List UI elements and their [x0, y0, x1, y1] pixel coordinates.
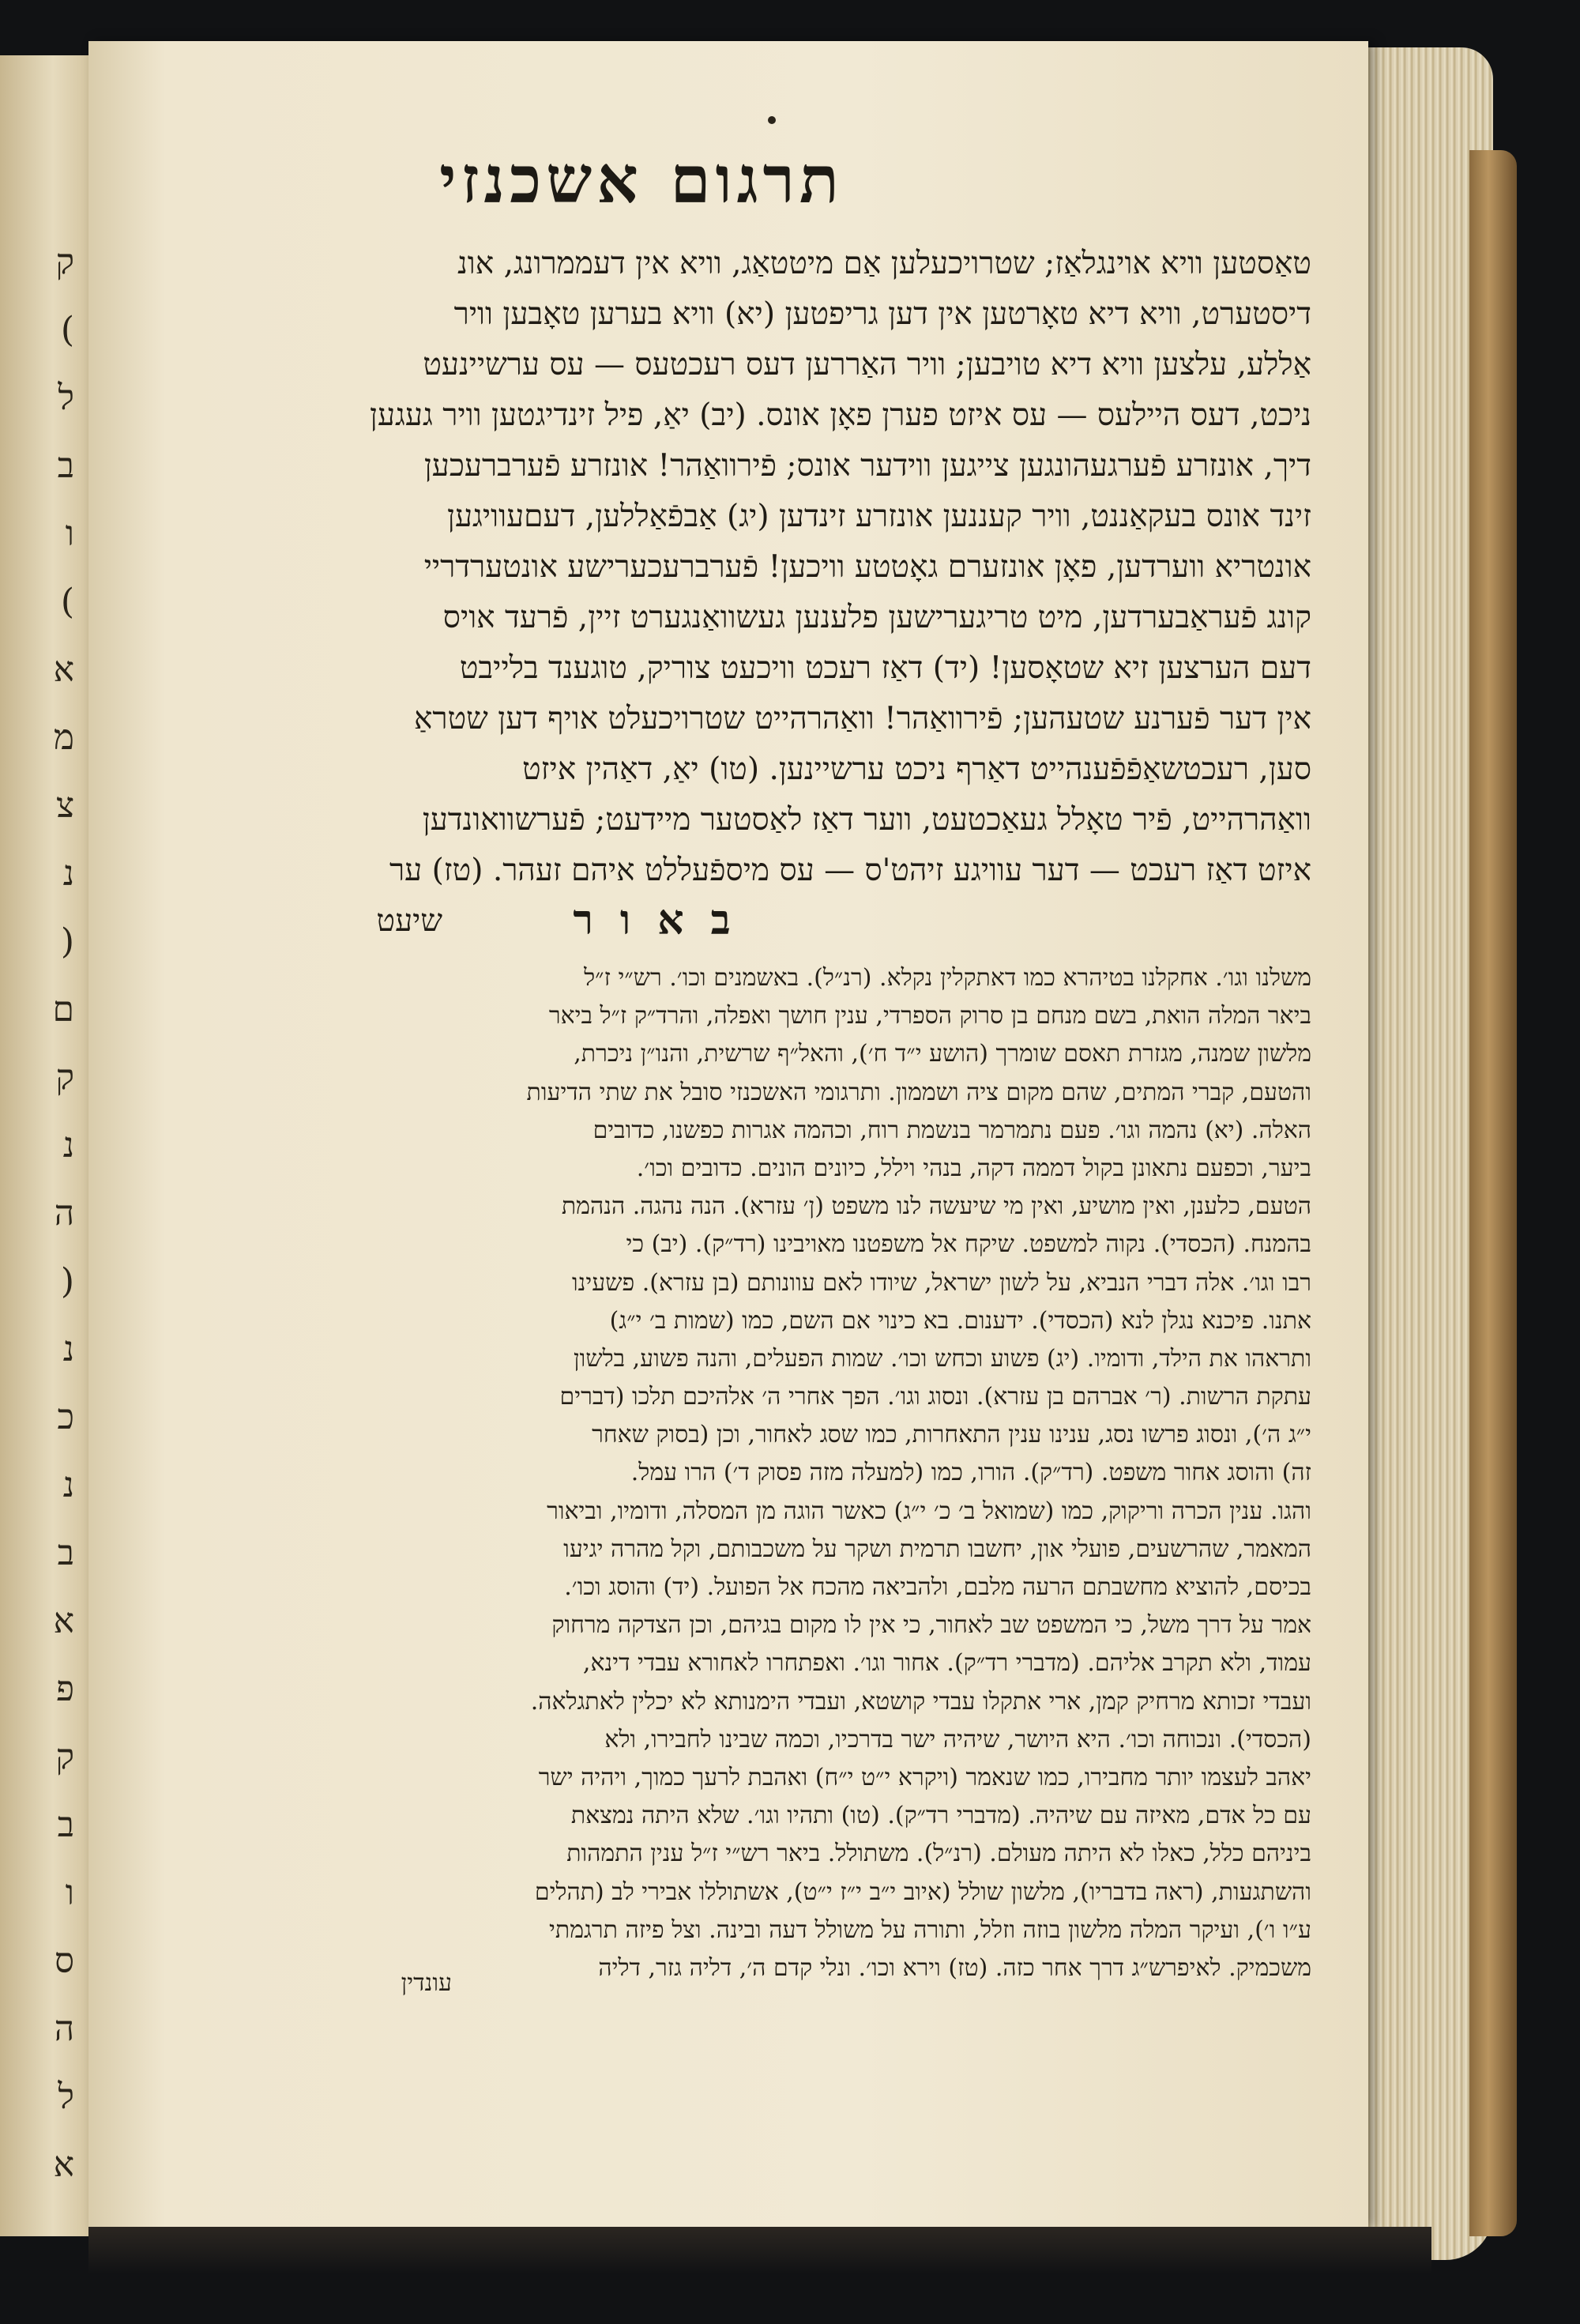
- commentary-line: רבו וגו׳. אלה דברי הנביא, על לשון ישראל, שיודו לאם עוונותם (בן עזרא). פשעינו: [571, 1268, 1311, 1297]
- commentary-line: (הכסדי). ונכוחה וכו׳. היא היושר, שיהיה ישר בדרכיו, וכמה שבינו לחבירו, ולא: [604, 1725, 1311, 1753]
- left-page-glyph: ה: [54, 2009, 74, 2049]
- commentary-line: ביאר המלה הואת, בשם מנחם בן סרוק הספרדי, ענין חושך ואפלה, והרד״ק ז״ל ביאר: [548, 1002, 1311, 1030]
- translation-line: דיסטערט, וויא דיא טאָרטען אין דען גריפטען (יא) וויא בערען טאָבען וויר: [453, 296, 1311, 332]
- commentary-line: ועבדי זכותא מרחיק קמן, ארי אתקלו עבדי קושטא, ועבדי הימנותא לא יכלין לאתגלאה.: [530, 1687, 1311, 1716]
- commentary-line: משלנו וגו׳. אחקלנו בטיהרא כמו דאתקלין נקלא. (רנ״ל). באשמנים וכו׳. רש״י ז״ל: [584, 964, 1311, 992]
- translation-line: אונטריא ווערדען, פאָן אונזערם גאָטטע וויכען! פֿערברעכערישע אונטערדריי: [423, 549, 1311, 585]
- commentary-line: עם כל אדם, מאיזה עם שיהיה. (מדברי רד״ק). (טו) ותהיו וגו׳. שלא היתה נמצאת: [570, 1802, 1311, 1830]
- left-page-glyph: נ: [62, 853, 74, 894]
- left-page-glyph: ם: [52, 989, 74, 1030]
- left-page-glyph: א: [53, 1601, 74, 1641]
- page-shadow: [88, 2227, 1431, 2274]
- commentary-line: אתנו. פיכנא נגלן לנא (הכסדי). ידענום. בא כינוי אם השם, כמו (שמות ב׳ י״ג): [609, 1306, 1311, 1335]
- left-page-glyph: ): [60, 582, 74, 622]
- commentary-line: ותראהו את הילד, ודומיו. (יג) פשוע וכחש וכו׳. שמות הפעלים, והנה פשוע, בלשון: [574, 1344, 1311, 1373]
- left-page-glyph: א: [53, 2145, 74, 2185]
- commentary-line: עמוד, ולא תקרב אליהם. (מדברי רד״ק). אחור וגו׳. ואפתחרו לאחורא עבדי דינא,: [582, 1649, 1311, 1678]
- left-page-glyph: כ: [57, 1397, 74, 1437]
- translation-text-block: [158, 239, 1311, 947]
- commentary-line: בכיסם, להוציא מחשבתם הרעה מלבם, ולהביאה מהכח אל הפועל. (יד) והוסג וכו׳.: [564, 1573, 1311, 1601]
- left-page-glyph: נ: [62, 1329, 74, 1369]
- translation-line: דעם הערצען זיא שטאָסען! (יד) דאַז רעכט וויכעט צוריק, טוגענד בלייבט: [459, 650, 1311, 686]
- left-page-glyph: ה: [54, 1193, 74, 1234]
- left-page-glyph: ק: [55, 242, 74, 282]
- commentary-line: משכמיק. לאיפרש״ג דרך אחר כזה. (טז) וירא וכו׳. ונלי קדם ה׳, דליה גזר, דליה: [598, 1953, 1311, 1982]
- commentary-line: בהמנח. (הכסדי). נקוה למשפט. שיקח אל משפטנו מאויבינו (רד״ק). (יב) כי: [626, 1230, 1311, 1259]
- left-page-glyph: נ: [62, 1465, 74, 1505]
- commentary-line: יאהב לעצמו יותר מחבירו, כמו שנאמר (ויקרא י״ט י״ח) ואהבת לרעך כמוך, ויהיה ישר: [538, 1763, 1311, 1791]
- translation-line: סען, רעכטשאַפֿפֿענהייט דאַרף ניכט ערשיינען. (טו) יאַ, דאַהין איזט: [522, 751, 1311, 787]
- left-page-glyph: ק: [55, 1057, 74, 1098]
- left-page-glyph: ק: [55, 1737, 74, 1777]
- left-page-glyph: ב: [57, 1533, 74, 1573]
- left-page-glyph: ב: [57, 446, 74, 486]
- commentary-line: אמר על דרך משל, כי המשפט שב לאחור, כי אין לו מקום בגיהם, וכן הצדקה מרחוק: [551, 1611, 1311, 1640]
- translation-line: אַללע, עלצען וויא דיא טויבען; וויר האַררען דעס רעכטעס — עס ערשיינעט: [423, 347, 1311, 382]
- commentary-line: י״ג ה׳), ונסוג פרשו נסג, ענינו ענין התאחרות, כמו שסג לאחור, וכן (בסוק שאחר: [592, 1421, 1311, 1449]
- translation-line: דיך, אונזרע פֿערגעהונגען צייגען ווידער אונס; פֿירוואַהר! אונזרע פֿערברעכען: [423, 448, 1311, 484]
- translation-line: וואַהרהייט, פֿיר טאָלל געאַכטעט, ווער דאַז לאַסטער מיידעט; פֿערשוואונדען: [422, 802, 1311, 838]
- left-page-glyph: ו: [65, 1873, 74, 1913]
- left-page-glyph: צ: [55, 785, 74, 826]
- translation-line: זינד אונס בעקאַננט, וויר קעננען אונזרע זינדען (יג) אַבפֿאַללען, דעםעוויגען: [447, 499, 1311, 534]
- commentary-line: האלה. (יא) נהמה וגו׳. פעם נתמרמר בנשמת רוח, וכהמה אגרות כפשנו, כדובים: [592, 1116, 1311, 1144]
- translation-line: קונג פֿעראַבערדען, מיט טריגערישען פלענען געשוואַנגערט זיין, פֿרעד אויס: [442, 600, 1311, 635]
- left-page-glyph: ס: [54, 1941, 74, 1981]
- commentary-line: ע״ו ו׳), ועיקר המלה מלשון בוזה וזלל, ותורה על משולל דעה ובינה. וצל פיזה תרגמתי: [549, 1915, 1311, 1944]
- left-facing-page: [0, 55, 91, 2236]
- translation-line: שיעט: [376, 903, 442, 939]
- commentary-text-block: [158, 959, 1311, 1987]
- book-cover-edge: [1469, 150, 1517, 2236]
- left-page-glyph: ): [60, 310, 74, 350]
- commentary-line: ביער, וכפעם נתאונן בקול דממה דקה, בנהי וילל, כיונים הונים. כדובים וכו׳.: [636, 1154, 1311, 1182]
- commentary-line: המאמר, שהרשעים, פועלי און, יחשבו תרמית ושקר על משכבותם, וקל מהרה יגיעו: [563, 1535, 1311, 1563]
- title-ornament-dot: [768, 116, 776, 124]
- left-page-glyph: נ: [62, 1125, 74, 1166]
- page-title: תרגום אשכנזי: [439, 142, 844, 218]
- commentary-line: והשתגעות, (ראה בדבריו), מלשון שולל (איוב י״ב י״ז י״ט), אשתוללו אבירי לב (תהלים: [534, 1878, 1311, 1906]
- translation-line: איזט דאַז רעכט — דער עוויגע זיהט'ס — עס מיספֿעללט איהם זעהר. (טז) ער: [389, 853, 1311, 888]
- commentary-line: ביניהם כלל, כאלו לא היתה מעולם. (רנ״ל). משתולל. ביאר רש״י ז״ל ענין התמהות: [566, 1840, 1311, 1868]
- translation-line: טאַסטען וויא אוינגלאַז; שטרויכעלען אַם מיטטאַג, וויא אין דעממרונג, אונ: [457, 246, 1311, 281]
- translation-line: ניכט, דעס היילעס — עס איזט פערן פאָן אונס. (יב) יאַ, פיל זינדיגטען וויר געגען: [370, 397, 1311, 433]
- left-page-glyph: פ: [55, 1669, 74, 1709]
- catchword: עונדין: [401, 1969, 452, 1997]
- left-page-glyph: ל: [58, 2077, 74, 2117]
- left-page-glyph: א: [53, 650, 74, 690]
- commentary-line: עתקת הרשות. (ר׳ אברהם בן עזרא). ונסוג וגו׳. הפך אחרי ה׳ אלהיכם תלכו (דברים: [559, 1383, 1311, 1411]
- left-page-glyph: ל: [58, 378, 74, 418]
- left-page-glyph: מ: [53, 718, 74, 758]
- left-page-glyph: (: [60, 1261, 74, 1301]
- section-heading: באור: [573, 896, 758, 944]
- book-page: [88, 41, 1368, 2228]
- left-page-glyph: (: [60, 921, 74, 962]
- commentary-line: זה) והוסג אחור משפט. (רד״ק). הורו, כמו (למעלה מזה פסוק ד׳) הרו עמל.: [630, 1459, 1311, 1487]
- commentary-line: והטעם, קברי המתים, שהם מקום ציה ושממון. ותרגומי האשכנזי סובל את שתי הדיעות: [526, 1078, 1311, 1106]
- translation-line: אין דער פֿערנע שטעהען; פֿירוואַהר! וואַהרהייט שטרויכעלט אויף דען שטראַ: [414, 701, 1311, 736]
- commentary-line: הטעם, כלענן, ואין מושיע, ואין מי שיעשה לנו משפט (ן׳ עזרא). הנה נהגה. הנהמת: [561, 1192, 1311, 1221]
- left-page-glyph: ב: [57, 1805, 74, 1845]
- left-page-glyph: ו: [65, 514, 74, 554]
- commentary-line: מלשון שמנה, מגזרת תאסם שומרך (הושע י״ד ח׳), והאל״ף שרשית, והנו״ן ניכרת,: [574, 1040, 1311, 1068]
- commentary-line: והגו. ענין הכרה וריקוק, כמו (שמואל ב׳ כ׳ י״ג) כאשר הוגה מן המסלה, ודומיו, וביאור: [547, 1497, 1311, 1525]
